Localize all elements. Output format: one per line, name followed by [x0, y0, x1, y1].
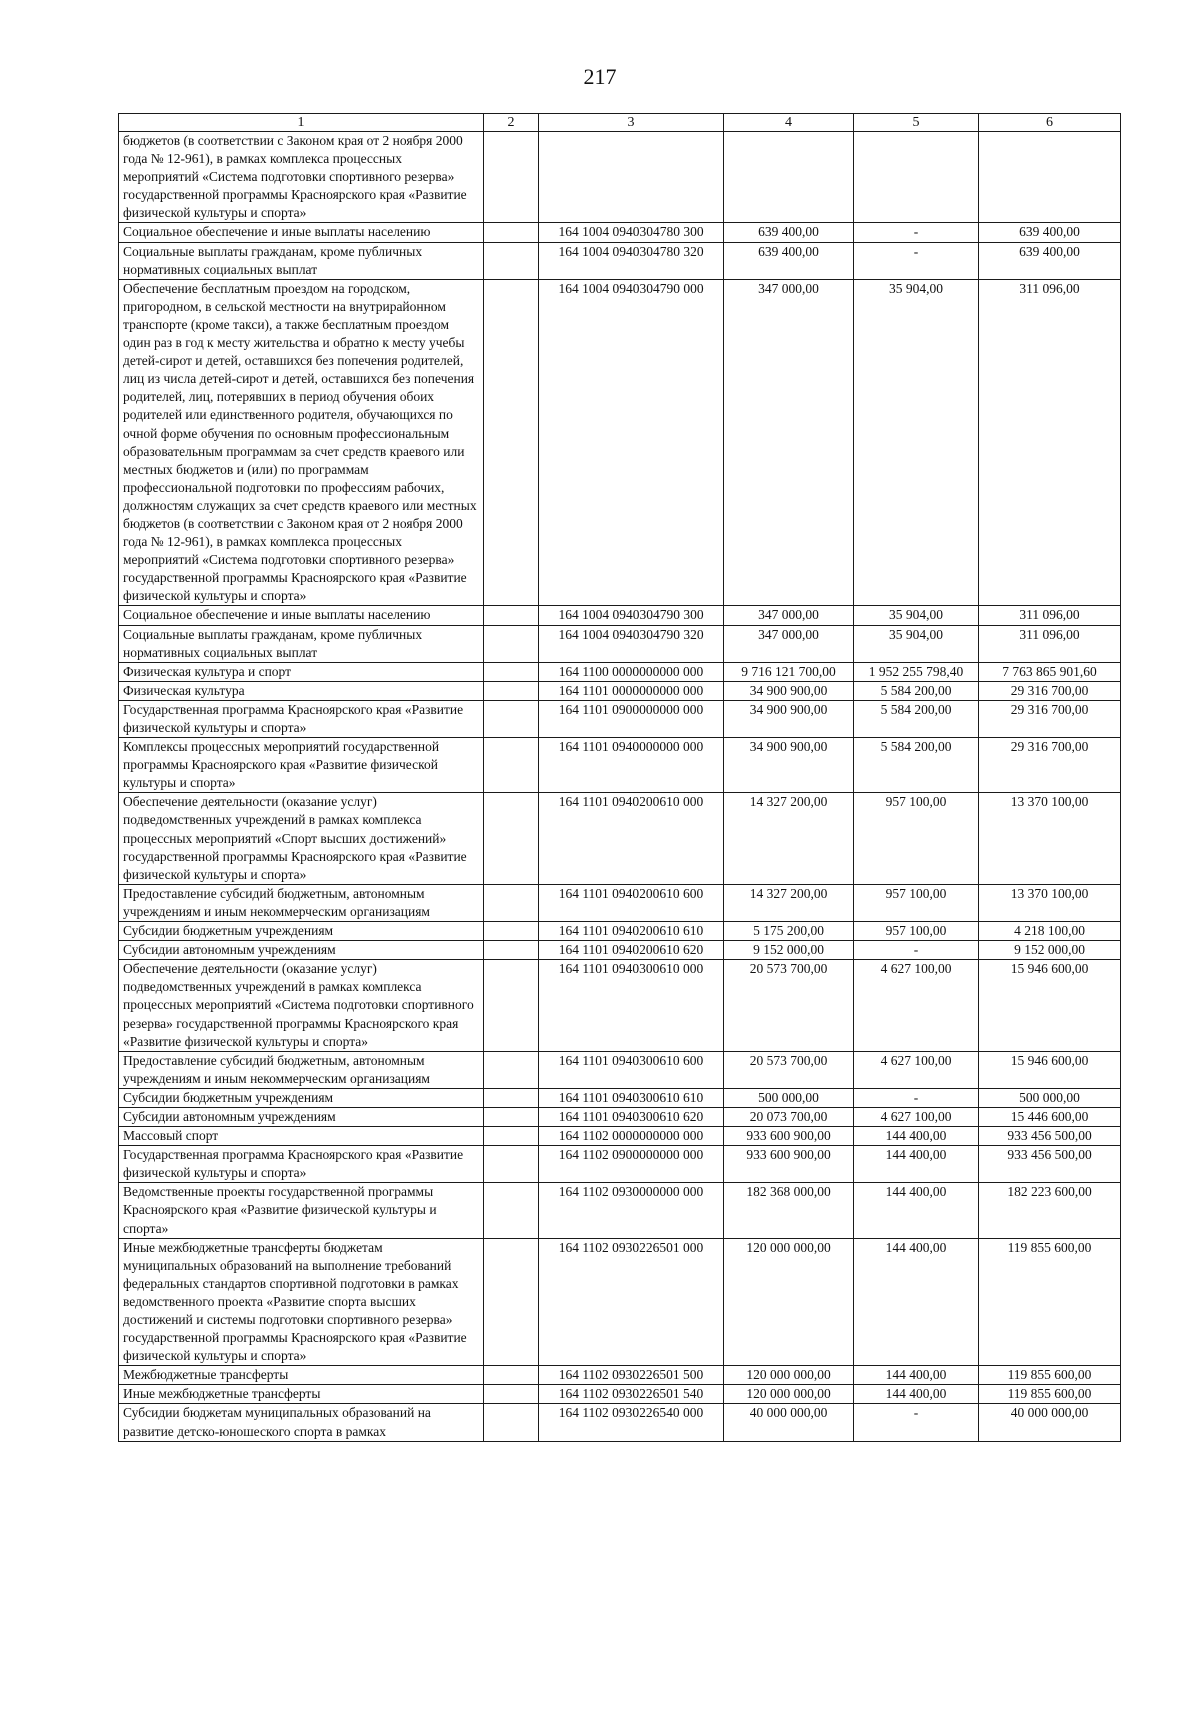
row-remainder-cell: 15 446 600,00: [979, 1107, 1121, 1126]
row-code-cell: 164 1100 0000000000 000: [539, 662, 724, 681]
row-name-cell: Физическая культура и спорт: [119, 662, 484, 681]
row-executed-cell: 35 904,00: [854, 606, 979, 625]
table-row: [119, 941, 1121, 960]
header-cell-4: 4: [724, 114, 854, 132]
budget-table: [118, 113, 1121, 1442]
row-col2-cell: [484, 662, 539, 681]
row-code-cell: 164 1101 0940000000 000: [539, 738, 724, 793]
row-amount-cell: 120 000 000,00: [724, 1385, 854, 1404]
table-row: [119, 1146, 1121, 1183]
row-name-cell: Комплексы процессных мероприятий государственной программы Красноярского края «Развитие физической культуры и спорта»: [119, 738, 484, 793]
row-code-cell: 164 1102 0930000000 000: [539, 1183, 724, 1238]
row-col2-cell: [484, 223, 539, 242]
row-code-cell: 164 1101 0900000000 000: [539, 700, 724, 737]
row-name-cell: Социальные выплаты гражданам, кроме публичных нормативных социальных выплат: [119, 242, 484, 279]
table-row: [119, 223, 1121, 242]
row-col2-cell: [484, 242, 539, 279]
row-amount-cell: 34 900 900,00: [724, 700, 854, 737]
row-code-cell: 164 1101 0940200610 610: [539, 922, 724, 941]
row-col2-cell: [484, 1385, 539, 1404]
row-col2-cell: [484, 1127, 539, 1146]
row-name-cell: бюджетов (в соответствии с Законом края от 2 ноября 2000 года № 12-961), в рамках комплекса процессных мероприятий «Система подготовки спортивного резерва» государственной программы Красноярского края «Развитие физической культуры и спорта»: [119, 132, 484, 223]
row-code-cell: 164 1102 0930226501 540: [539, 1385, 724, 1404]
row-remainder-cell: 311 096,00: [979, 625, 1121, 662]
row-name-cell: Обеспечение деятельности (оказание услуг) подведомственных учреждений в рамках комплекса процессных мероприятий «Спорт высших достижений» государственной программы Красноярского края «Развитие физической культуры и спорта»: [119, 793, 484, 884]
row-code-cell: 164 1101 0940300610 000: [539, 960, 724, 1051]
row-name-cell: Социальные выплаты гражданам, кроме публичных нормативных социальных выплат: [119, 625, 484, 662]
row-amount-cell: 14 327 200,00: [724, 884, 854, 921]
row-amount-cell: 933 600 900,00: [724, 1127, 854, 1146]
row-remainder-cell: 933 456 500,00: [979, 1127, 1121, 1146]
table-row: [119, 922, 1121, 941]
row-executed-cell: 144 400,00: [854, 1238, 979, 1366]
row-amount-cell: 120 000 000,00: [724, 1366, 854, 1385]
row-name-cell: Государственная программа Красноярского края «Развитие физической культуры и спорта»: [119, 700, 484, 737]
table-row: [119, 1404, 1121, 1441]
row-name-cell: Предоставление субсидий бюджетным, автономным учреждениям и иным некоммерческим организациям: [119, 1051, 484, 1088]
row-executed-cell: -: [854, 223, 979, 242]
table-row: [119, 1366, 1121, 1385]
row-remainder-cell: 182 223 600,00: [979, 1183, 1121, 1238]
row-remainder-cell: 29 316 700,00: [979, 738, 1121, 793]
row-code-cell: 164 1101 0940200610 000: [539, 793, 724, 884]
row-name-cell: Государственная программа Красноярского края «Развитие физической культуры и спорта»: [119, 1146, 484, 1183]
row-col2-cell: [484, 941, 539, 960]
row-remainder-cell: [979, 132, 1121, 223]
table-row: [119, 1107, 1121, 1126]
row-amount-cell: 933 600 900,00: [724, 1146, 854, 1183]
table-row: [119, 132, 1121, 223]
table-row: [119, 242, 1121, 279]
row-name-cell: Социальное обеспечение и иные выплаты населению: [119, 606, 484, 625]
row-remainder-cell: 311 096,00: [979, 606, 1121, 625]
row-name-cell: Субсидии автономным учреждениям: [119, 941, 484, 960]
row-name-cell: Субсидии бюджетным учреждениям: [119, 1088, 484, 1107]
row-amount-cell: 9 152 000,00: [724, 941, 854, 960]
row-name-cell: Субсидии бюджетам муниципальных образований на развитие детско-юношеского спорта в рамках: [119, 1404, 484, 1441]
row-executed-cell: [854, 132, 979, 223]
table-row: [119, 700, 1121, 737]
row-col2-cell: [484, 1088, 539, 1107]
row-code-cell: 164 1004 0940304790 320: [539, 625, 724, 662]
row-col2-cell: [484, 132, 539, 223]
row-name-cell: Иные межбюджетные трансферты бюджетам муниципальных образований на выполнение требований федеральных стандартов спортивной подготовки в рамках ведомственного проекта «Развитие спорта высших достижений и системы подготовки спортивного резерва» государственной программы Красноярского края «Развитие физической культуры и спорта»: [119, 1238, 484, 1366]
row-col2-cell: [484, 960, 539, 1051]
row-name-cell: Предоставление субсидий бюджетным, автономным учреждениям и иным некоммерческим организациям: [119, 884, 484, 921]
page-number: 217: [583, 64, 617, 89]
row-amount-cell: 20 073 700,00: [724, 1107, 854, 1126]
row-remainder-cell: 119 855 600,00: [979, 1238, 1121, 1366]
row-code-cell: 164 1004 0940304790 000: [539, 279, 724, 606]
row-col2-cell: [484, 1051, 539, 1088]
row-col2-cell: [484, 606, 539, 625]
row-amount-cell: 20 573 700,00: [724, 1051, 854, 1088]
row-executed-cell: 4 627 100,00: [854, 1051, 979, 1088]
row-amount-cell: 347 000,00: [724, 279, 854, 606]
row-name-cell: Межбюджетные трансферты: [119, 1366, 484, 1385]
row-amount-cell: 639 400,00: [724, 223, 854, 242]
row-amount-cell: 20 573 700,00: [724, 960, 854, 1051]
row-amount-cell: 34 900 900,00: [724, 681, 854, 700]
row-executed-cell: 5 584 200,00: [854, 700, 979, 737]
row-code-cell: 164 1102 0900000000 000: [539, 1146, 724, 1183]
table-row: [119, 793, 1121, 884]
row-col2-cell: [484, 279, 539, 606]
row-remainder-cell: 933 456 500,00: [979, 1146, 1121, 1183]
row-amount-cell: 5 175 200,00: [724, 922, 854, 941]
row-col2-cell: [484, 1146, 539, 1183]
row-amount-cell: 9 716 121 700,00: [724, 662, 854, 681]
table-row: [119, 1127, 1121, 1146]
row-remainder-cell: 639 400,00: [979, 242, 1121, 279]
row-col2-cell: [484, 1238, 539, 1366]
table-header-row: [119, 114, 1121, 132]
row-code-cell: 164 1101 0940200610 620: [539, 941, 724, 960]
table-row: [119, 884, 1121, 921]
row-col2-cell: [484, 738, 539, 793]
table-row: [119, 1183, 1121, 1238]
row-executed-cell: 35 904,00: [854, 279, 979, 606]
row-code-cell: 164 1101 0940300610 600: [539, 1051, 724, 1088]
row-remainder-cell: 639 400,00: [979, 223, 1121, 242]
row-col2-cell: [484, 884, 539, 921]
row-remainder-cell: 9 152 000,00: [979, 941, 1121, 960]
row-col2-cell: [484, 1107, 539, 1126]
row-name-cell: Обеспечение бесплатным проездом на городском, пригородном, в сельской местности на внутрирайонном транспорте (кроме такси), а также бесплатным проездом один раз в год к месту жительства и обратно к месту учебы детей-сирот и детей, оставшихся без попечения родителей, лиц из числа детей-сирот и детей, оставшихся без попечения родителей, лиц, потерявших в период обучения обоих родителей или единственного родителя, обучающихся по очной форме обучения по основным профессиональным образовательным программам за счет средств краевого или местных бюджетов и (или) по программам профессиональной подготовки по профессиям рабочих, должностям служащих за счет средств краевого или местных бюджетов (в соответствии с Законом края от 2 ноября 2000 года № 12-961), в рамках комплекса процессных мероприятий «Система подготовки спортивного резерва» государственной программы Красноярского края «Развитие физической культуры и спорта»: [119, 279, 484, 606]
row-executed-cell: 5 584 200,00: [854, 738, 979, 793]
row-executed-cell: 957 100,00: [854, 793, 979, 884]
row-name-cell: Социальное обеспечение и иные выплаты населению: [119, 223, 484, 242]
row-executed-cell: -: [854, 941, 979, 960]
header-cell-2: 2: [484, 114, 539, 132]
row-executed-cell: 144 400,00: [854, 1127, 979, 1146]
row-amount-cell: 639 400,00: [724, 242, 854, 279]
row-name-cell: Массовый спорт: [119, 1127, 484, 1146]
row-remainder-cell: 4 218 100,00: [979, 922, 1121, 941]
row-executed-cell: 5 584 200,00: [854, 681, 979, 700]
row-remainder-cell: 7 763 865 901,60: [979, 662, 1121, 681]
row-remainder-cell: 311 096,00: [979, 279, 1121, 606]
row-col2-cell: [484, 625, 539, 662]
row-executed-cell: 957 100,00: [854, 884, 979, 921]
row-col2-cell: [484, 1366, 539, 1385]
row-amount-cell: 182 368 000,00: [724, 1183, 854, 1238]
row-code-cell: 164 1102 0930226501 000: [539, 1238, 724, 1366]
row-code-cell: 164 1102 0930226540 000: [539, 1404, 724, 1441]
row-remainder-cell: 13 370 100,00: [979, 793, 1121, 884]
row-code-cell: [539, 132, 724, 223]
table-row: [119, 1088, 1121, 1107]
row-remainder-cell: 15 946 600,00: [979, 960, 1121, 1051]
row-executed-cell: 144 400,00: [854, 1385, 979, 1404]
table-row: [119, 625, 1121, 662]
row-code-cell: 164 1101 0000000000 000: [539, 681, 724, 700]
row-remainder-cell: 15 946 600,00: [979, 1051, 1121, 1088]
table-row: [119, 606, 1121, 625]
row-col2-cell: [484, 1183, 539, 1238]
row-executed-cell: 144 400,00: [854, 1366, 979, 1385]
row-executed-cell: 957 100,00: [854, 922, 979, 941]
row-amount-cell: 34 900 900,00: [724, 738, 854, 793]
row-col2-cell: [484, 700, 539, 737]
row-remainder-cell: 500 000,00: [979, 1088, 1121, 1107]
header-cell-1: 1: [119, 114, 484, 132]
row-executed-cell: -: [854, 242, 979, 279]
row-executed-cell: 4 627 100,00: [854, 1107, 979, 1126]
row-name-cell: Обеспечение деятельности (оказание услуг) подведомственных учреждений в рамках комплекса процессных мероприятий «Система подготовки спортивного резерва» государственной программы Красноярского края «Развитие физической культуры и спорта»: [119, 960, 484, 1051]
row-remainder-cell: 29 316 700,00: [979, 700, 1121, 737]
row-code-cell: 164 1102 0000000000 000: [539, 1127, 724, 1146]
row-code-cell: 164 1004 0940304790 300: [539, 606, 724, 625]
row-executed-cell: 35 904,00: [854, 625, 979, 662]
table-row: [119, 1051, 1121, 1088]
table-row: [119, 681, 1121, 700]
table-row: [119, 1238, 1121, 1366]
table-row: [119, 662, 1121, 681]
row-col2-cell: [484, 922, 539, 941]
row-amount-cell: 40 000 000,00: [724, 1404, 854, 1441]
row-col2-cell: [484, 793, 539, 884]
row-amount-cell: [724, 132, 854, 223]
row-code-cell: 164 1101 0940300610 610: [539, 1088, 724, 1107]
row-remainder-cell: 119 855 600,00: [979, 1366, 1121, 1385]
header-cell-5: 5: [854, 114, 979, 132]
row-executed-cell: 144 400,00: [854, 1146, 979, 1183]
row-name-cell: Субсидии бюджетным учреждениям: [119, 922, 484, 941]
row-code-cell: 164 1101 0940200610 600: [539, 884, 724, 921]
header-cell-3: 3: [539, 114, 724, 132]
table-row: [119, 1385, 1121, 1404]
row-remainder-cell: 29 316 700,00: [979, 681, 1121, 700]
row-remainder-cell: 119 855 600,00: [979, 1385, 1121, 1404]
table-row: [119, 960, 1121, 1051]
row-amount-cell: 500 000,00: [724, 1088, 854, 1107]
row-amount-cell: 347 000,00: [724, 625, 854, 662]
table-row: [119, 279, 1121, 606]
row-amount-cell: 347 000,00: [724, 606, 854, 625]
row-amount-cell: 14 327 200,00: [724, 793, 854, 884]
row-name-cell: Иные межбюджетные трансферты: [119, 1385, 484, 1404]
row-name-cell: Ведомственные проекты государственной программы Красноярского края «Развитие физической культуры и спорта»: [119, 1183, 484, 1238]
row-amount-cell: 120 000 000,00: [724, 1238, 854, 1366]
row-executed-cell: -: [854, 1404, 979, 1441]
row-executed-cell: -: [854, 1088, 979, 1107]
row-code-cell: 164 1101 0940300610 620: [539, 1107, 724, 1126]
row-executed-cell: 1 952 255 798,40: [854, 662, 979, 681]
row-name-cell: Физическая культура: [119, 681, 484, 700]
row-remainder-cell: 13 370 100,00: [979, 884, 1121, 921]
header-cell-6: 6: [979, 114, 1121, 132]
row-col2-cell: [484, 1404, 539, 1441]
row-col2-cell: [484, 681, 539, 700]
table-row: [119, 738, 1121, 793]
row-remainder-cell: 40 000 000,00: [979, 1404, 1121, 1441]
row-code-cell: 164 1004 0940304780 300: [539, 223, 724, 242]
row-code-cell: 164 1102 0930226501 500: [539, 1366, 724, 1385]
row-code-cell: 164 1004 0940304780 320: [539, 242, 724, 279]
row-name-cell: Субсидии автономным учреждениям: [119, 1107, 484, 1126]
row-executed-cell: 144 400,00: [854, 1183, 979, 1238]
row-executed-cell: 4 627 100,00: [854, 960, 979, 1051]
table-body: [119, 132, 1121, 1442]
